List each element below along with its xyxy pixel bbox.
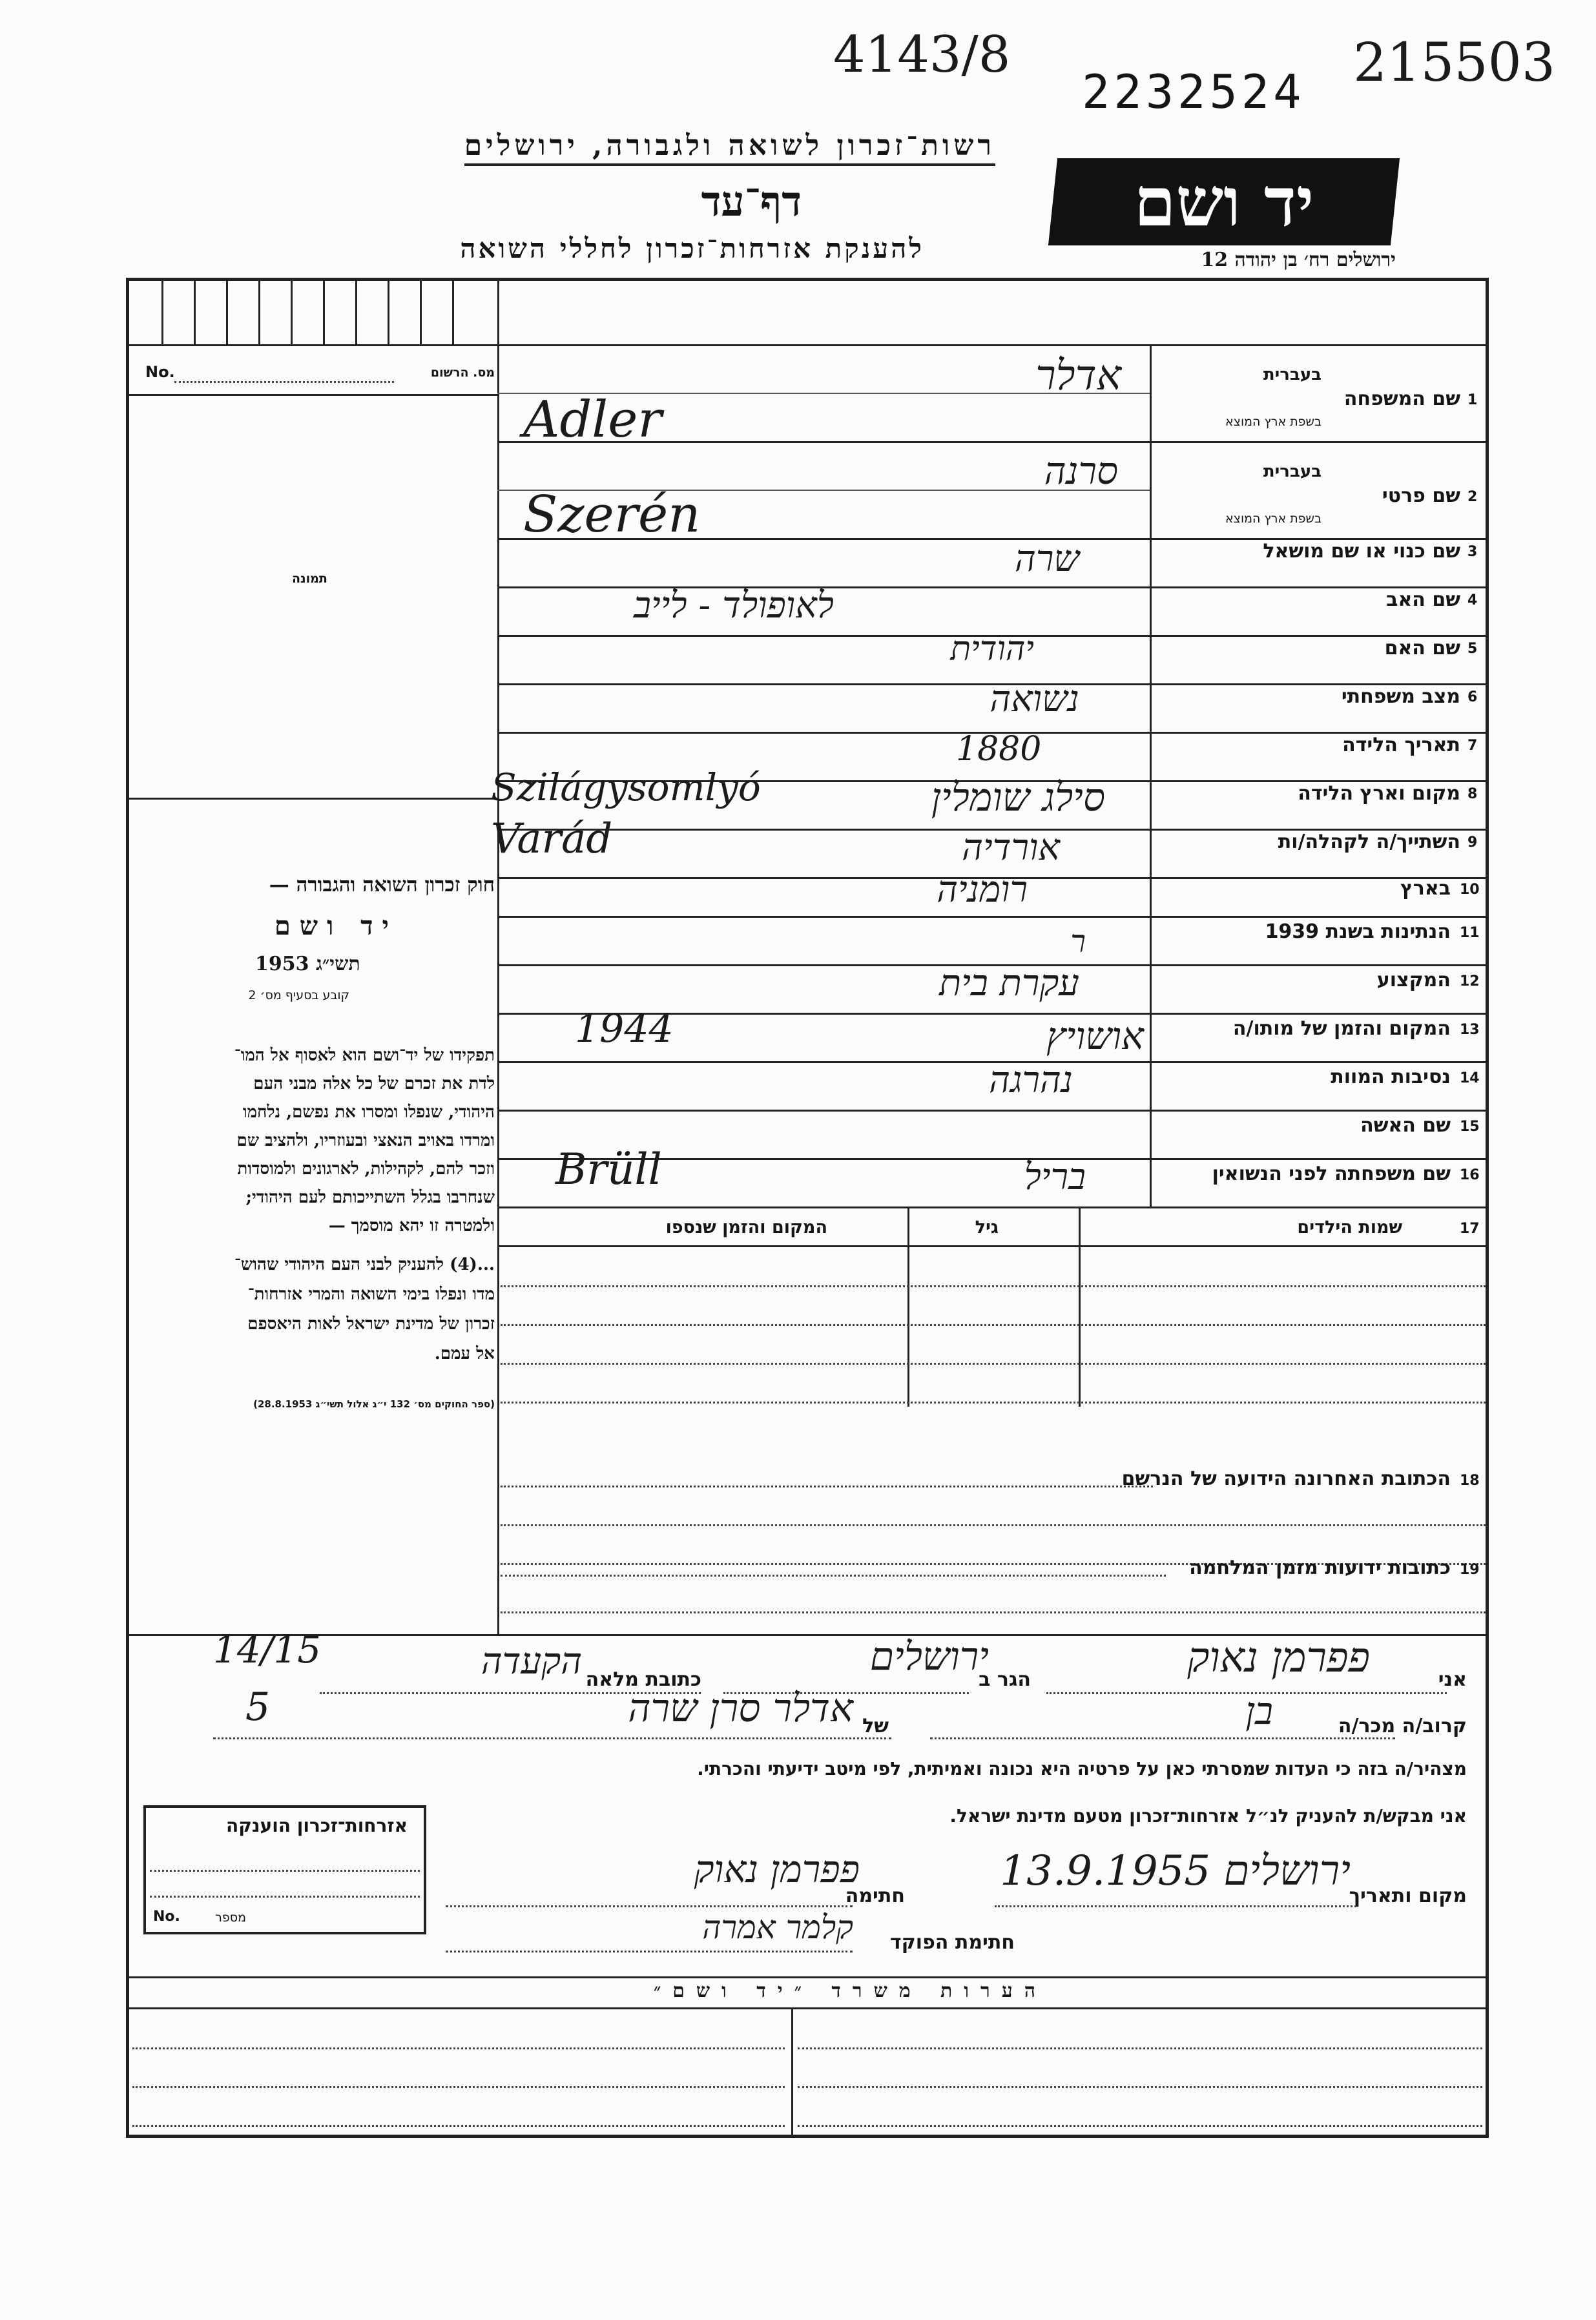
field-8-label: מקום וארץ הלידה	[1298, 782, 1460, 805]
field-14-label: נסיבות המוות	[1331, 1066, 1451, 1088]
law-name: יד ושם	[274, 911, 398, 941]
citizenship-no-en: No.	[153, 1909, 180, 1925]
place-date-label: מקום ותאריך	[1349, 1885, 1467, 1907]
decl-address-number: 14/15	[213, 1628, 322, 1672]
form-title: דף־עד	[701, 178, 802, 226]
field-9-value-orig: Varád	[491, 815, 613, 863]
law-text-2: ...(4) להעניק לבני העם היהודי שהוש־ מדו ונפלו בימי השואה והמרי אזרחות־ זכרון של מדינת ישראל לאות היאספם אל עמם.	[234, 1255, 495, 1363]
law-clause: קובע בסעיף מס׳ 2	[248, 988, 349, 1002]
authority-title: רשות־זכרון לשואה ולגבורה, ירושלים	[464, 129, 995, 166]
children-place-header: המקום והזמן שנספו	[665, 1217, 827, 1238]
field-6-label: מצב משפחתי	[1341, 685, 1460, 708]
field-1-sub-he: בעברית	[1263, 365, 1321, 384]
citizenship-no-he: מספר	[215, 1911, 246, 1925]
logo-text: יד ושם	[1134, 162, 1314, 242]
field-14-value: נהרגה	[989, 1059, 1073, 1101]
notes-title: הערות משרד ״יד ושם״	[653, 1980, 1047, 2002]
page-id: 215503	[1353, 32, 1556, 94]
citizenship-box-title: אזרחות־זכרון הוענקה	[226, 1815, 408, 1836]
field-15-label: שם האשה	[1360, 1114, 1451, 1137]
law-title: חוק זכרון השואה והגבורה —	[269, 873, 495, 896]
field-3-value: שרה	[1015, 538, 1079, 580]
decl-city-value: ירושלים	[869, 1634, 989, 1679]
field-5-value: יהודית	[950, 630, 1034, 668]
law-year: תשי״ג 1953	[255, 953, 360, 975]
decl-of-value: אדלר סרן שרה	[628, 1686, 853, 1731]
decl-of-extra: 5	[245, 1684, 271, 1730]
field-2-value-he: סרנה	[1044, 449, 1118, 493]
field-16-label: שם משפחתה לפני הנשואין	[1212, 1163, 1451, 1185]
decl-relation-value: בן	[1245, 1689, 1273, 1733]
field-4-label: שם האב	[1386, 588, 1460, 611]
officer-value: קלמר אמרה	[702, 1909, 853, 1946]
field-2-sub-he: בעברית	[1263, 462, 1321, 481]
signature-label: חתימה	[845, 1885, 905, 1907]
field-1-value-orig: Adler	[523, 391, 662, 449]
field-10-value: רומניה	[937, 869, 1028, 911]
field-16-value-orig: Brüll	[555, 1144, 662, 1194]
decl-statement-1: מצהיר/ה בזה כי העדות שמסרתי כאן על פרטיה היא נכונה ואמיתית, לפי מיטב ידיעתי והכרתי.	[697, 1758, 1467, 1779]
place-date-value: ירושלים 13.9.1955	[1000, 1847, 1351, 1895]
field-3-label: שם כנוי או שם מושאל	[1263, 540, 1460, 563]
decl-address-value: הקעדה	[481, 1641, 582, 1683]
decl-of-label: של	[862, 1715, 889, 1737]
field-13-year: 1944	[575, 1006, 674, 1051]
field-6-value: נשואה	[990, 678, 1079, 720]
field-16-value: בריל	[1024, 1156, 1086, 1198]
field-8-value: סילג שומלין	[931, 775, 1105, 820]
decl-ani: אני	[1438, 1668, 1467, 1691]
decl-resident-label: הגר ב	[979, 1668, 1031, 1691]
law-text: תפקידו של יד־ושם הוא לאסוף אל המו־ לדת את זכרם של כל אלה מבני העם היהודי, שנפלו ומסרו את נפשם, נלחמו ומרדו באויב הנאצי ובעוזריו, ולהציב שם וזכר להם, לקהילות, לארגונים ולמוסדות שנחרבו בגלל השתייכותם לעם היהודי; ולמטרה זו יהא מוסמך —	[234, 1046, 495, 1236]
field-9-value: אורדיה	[962, 827, 1060, 869]
decl-relation-label: קרוב/ה מכר/ה	[1338, 1715, 1467, 1737]
children-age-header: גיל	[975, 1217, 999, 1238]
photo-label: תמונה	[292, 572, 327, 586]
field-11-value: ר	[1070, 924, 1086, 960]
officer-label: חתימת הפוקד	[890, 1931, 1015, 1954]
form-subtitle: להענקת אזרחות־זכרון לחללי השואה	[460, 233, 924, 264]
field-8-value-orig: Szilágysomlyó	[491, 765, 761, 809]
field-18-label: הכתובת האחרונה הידועה של הנרשם	[1121, 1467, 1451, 1490]
decl-address-label: כתובת מלאה	[585, 1668, 701, 1691]
field-2-sub-orig: בשפת ארץ המוצא	[1225, 512, 1321, 526]
yad-vashem-logo	[1048, 158, 1400, 245]
field-1-label: שם המשפחה	[1343, 388, 1460, 410]
field-2-value-orig: Szerén	[523, 486, 701, 544]
field-13-value: אושויץ	[1046, 1014, 1144, 1058]
reg-no-en: No.	[145, 363, 175, 381]
reg-no-he: מס. הרשום	[430, 366, 495, 380]
field-11-label: הנתינות בשנת 1939	[1265, 920, 1451, 943]
field-12-label: המקצוע	[1376, 969, 1451, 991]
field-7-value: 1880	[956, 730, 1042, 769]
field-13-label: המקום והזמן של מותו/ה	[1232, 1017, 1451, 1040]
field-12-value: עקרת בית	[939, 962, 1079, 1004]
field-9-label: השתייך/ה לקהלה/ות	[1278, 831, 1460, 853]
signature-value: פפרמן נאוק	[694, 1847, 860, 1891]
field-4-value: לאופולד - לייב	[634, 585, 834, 627]
children-names-header: שמות הילדים	[1297, 1217, 1402, 1238]
field-19-label: כתובות ידועות מזמן המלחמה	[1189, 1557, 1451, 1579]
address-line: ירושלים רח׳ בן יהודה 12	[1201, 249, 1396, 271]
field-1-value-he: אדלר	[1035, 352, 1121, 400]
field-7-label: תאריך הלידה	[1342, 734, 1460, 756]
law-reference: (ספר החוקים מס׳ 132 י״ג אלול תשי״ג 28.8.1953)	[253, 1398, 495, 1410]
field-2-label: שם פרטי	[1382, 484, 1460, 507]
registration-number: 2232524	[1082, 65, 1305, 119]
decl-name-value: פפרמן נאוק	[1187, 1634, 1370, 1682]
field-10-label: בארץ	[1400, 877, 1451, 900]
field-5-label: שם האם	[1384, 637, 1460, 659]
file-reference: 4143/8	[833, 26, 1011, 84]
decl-statement-2: אני מבקש/ת להעניק לנ״ל אזרחות־זכרון מטעם מדינת ישראל.	[949, 1805, 1467, 1827]
field-1-sub-orig: בשפת ארץ המוצא	[1225, 415, 1321, 429]
